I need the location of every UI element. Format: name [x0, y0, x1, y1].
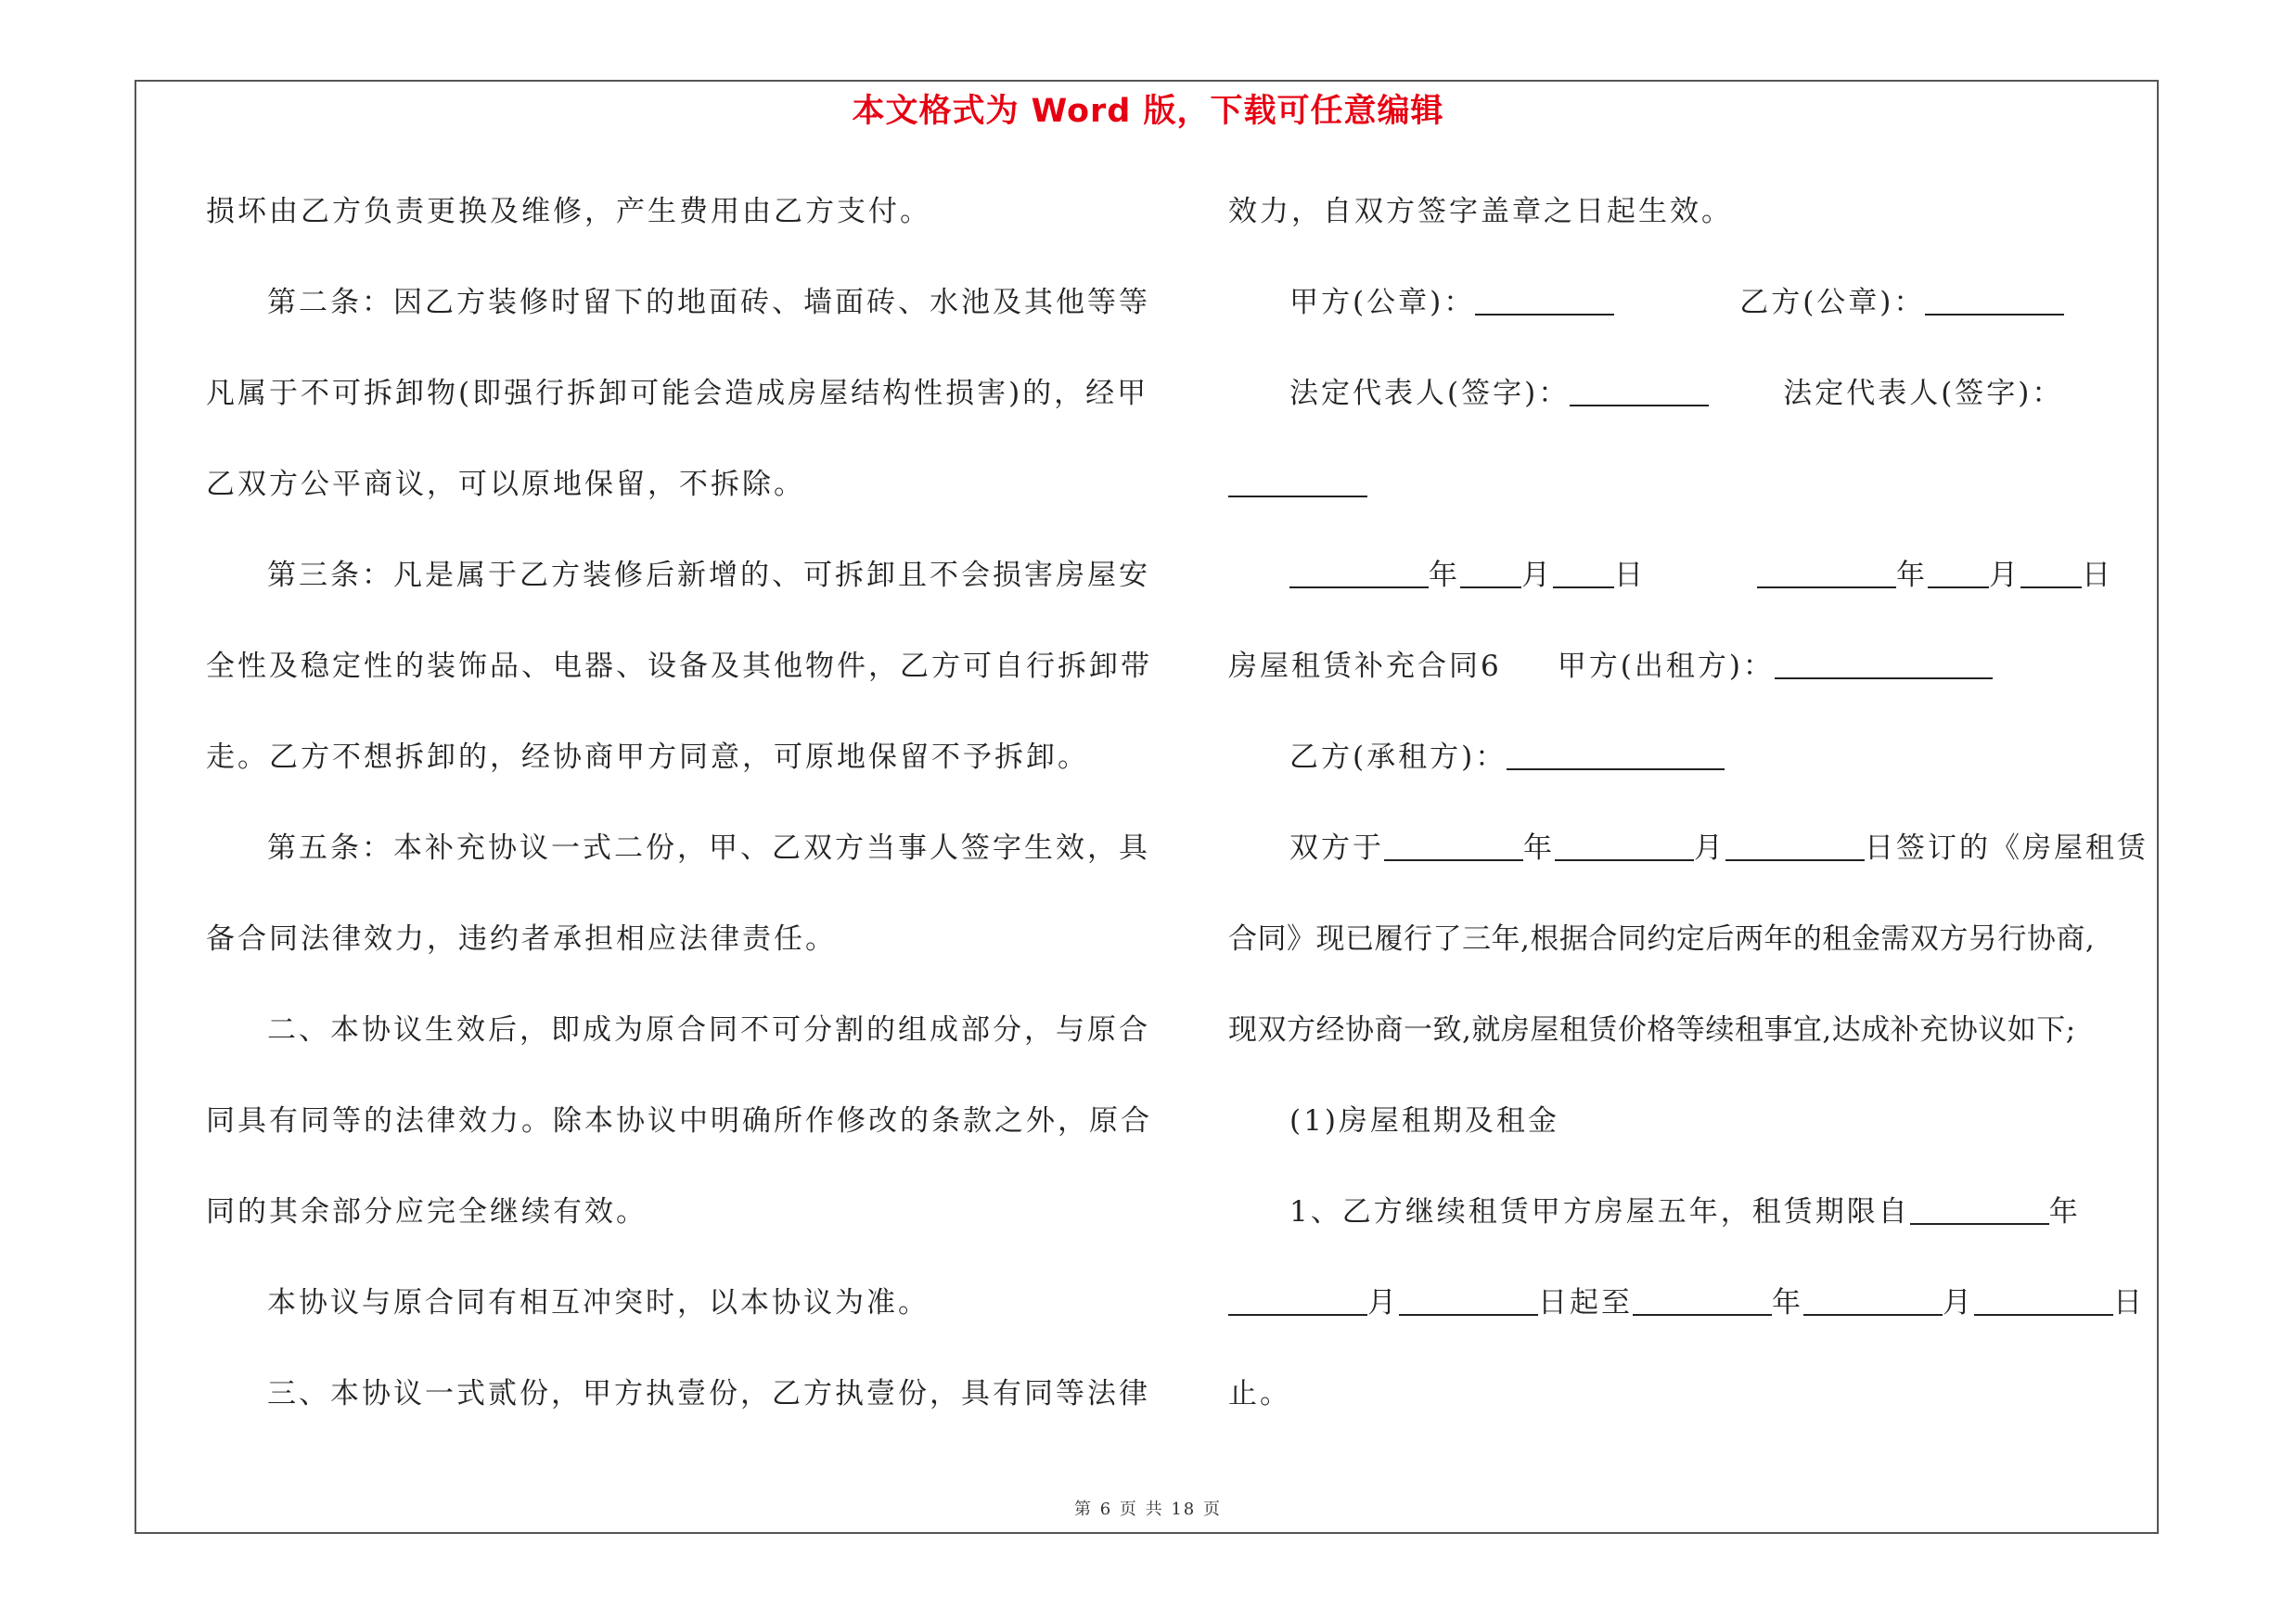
date-blank — [1928, 553, 1989, 588]
text-line: 凡属于不可拆卸物(即强行拆卸可能会造成房屋结构性损害)的，经甲 — [206, 377, 1149, 410]
representative-blank-line — [1228, 457, 2156, 547]
date-blank — [1910, 1190, 2049, 1225]
text-line: 第三条：凡是属于乙方装修后新增的、可拆卸且不会损害房屋安 — [267, 559, 1150, 592]
text-line: 二、本协议生效后，即成为原合同不可分割的组成部分，与原合 — [267, 1013, 1150, 1047]
party-a-seal-label: 甲方(公章)： — [1289, 286, 1476, 319]
year-label: 年 — [2048, 1195, 2081, 1229]
date-blank — [1974, 1281, 2113, 1316]
date-blank — [1725, 826, 1865, 861]
date-blank — [1289, 553, 1429, 588]
contract-title: 房屋租赁补充合同6 — [1228, 650, 1502, 683]
lease-period-line — [1228, 1184, 2156, 1275]
signature-blank — [1570, 371, 1709, 406]
text-fragment: 日签订的《房屋租赁 — [1865, 831, 2148, 865]
lessor-label: 甲方(出租方)： — [1557, 650, 1775, 683]
text-line: 三、本协议一式贰份，甲方执壹份，乙方执壹份，具有同等法律 — [267, 1377, 1150, 1410]
page-number: 第 6 页 共 18 页 — [1074, 1500, 1222, 1519]
date-blank — [1399, 1281, 1538, 1316]
text-line: 止。 — [1228, 1377, 1291, 1410]
month-label: 月 — [1694, 831, 1725, 865]
text-line: 备合同法律效力，违约者承担相应法律责任。 — [206, 922, 837, 956]
seal-line — [1228, 275, 2156, 366]
text-line: 本协议与原合同有相互冲突时，以本协议为准。 — [267, 1286, 930, 1320]
text-fragment: 双方于 — [1289, 831, 1384, 865]
date-blank — [1633, 1281, 1772, 1316]
text-line: 效力，自双方签字盖章之日起生效。 — [1228, 195, 1733, 228]
date-blank — [2020, 553, 2082, 588]
month-label: 月 — [1989, 559, 2020, 592]
day-label: 日 — [1614, 559, 1646, 592]
month-label: 月 — [1521, 559, 1553, 592]
year-label: 年 — [1772, 1286, 1803, 1320]
text-line: 乙双方公平商议，可以原地保留，不拆除。 — [206, 468, 805, 501]
text-fragment: 日起至 — [1538, 1286, 1633, 1320]
year-label: 年 — [1523, 831, 1555, 865]
left-column — [206, 184, 1152, 1457]
right-column — [1228, 184, 2156, 1457]
signature-blank — [1925, 280, 2064, 316]
year-label: 年 — [1896, 559, 1928, 592]
text-fragment: 1、乙方继续租赁甲方房屋五年，租赁期限自 — [1289, 1195, 1910, 1229]
text-line: 合同》现已履行了三年,根据合同约定后两年的租金需双方另行协商, — [1228, 922, 2096, 956]
contract-title-line — [1228, 638, 2156, 729]
signing-date-line — [1228, 820, 2156, 911]
day-label: 日 — [2113, 1286, 2145, 1320]
lessee-label: 乙方(承租方)： — [1289, 741, 1507, 774]
date-blank — [1803, 1281, 1943, 1316]
day-label: 日 — [2082, 559, 2113, 592]
month-label: 月 — [1367, 1286, 1399, 1320]
party-b-seal-label: 乙方(公章)： — [1739, 286, 1926, 319]
date-blank — [1555, 826, 1694, 861]
lessee-line — [1228, 729, 2156, 820]
year-label: 年 — [1429, 559, 1460, 592]
date-blank — [1228, 1281, 1367, 1316]
text-line: 现双方经协商一致,就房屋租赁价格等续租事宜,达成补充协议如下; — [1228, 1013, 2076, 1047]
representative-line — [1228, 366, 2156, 457]
party-a-representative-label: 法定代表人(签字)： — [1289, 377, 1571, 410]
party-b-representative-label: 法定代表人(签字)： — [1783, 377, 2064, 410]
lease-period-dates-line — [1228, 1275, 2156, 1366]
text-line: 走。乙方不想拆卸的，经协商甲方同意，可原地保留不予拆卸。 — [206, 741, 1089, 774]
date-blank — [1553, 553, 1614, 588]
date-blank — [1460, 553, 1521, 588]
date-blank — [1757, 553, 1896, 588]
signature-blank — [1775, 644, 1993, 679]
format-notice-banner: 本文格式为 Word 版，下载可任意编辑 — [852, 93, 1444, 130]
text-line: (1)房屋租期及租金 — [1289, 1104, 1559, 1138]
text-line: 第五条：本补充协议一式二份，甲、乙双方当事人签字生效，具 — [267, 831, 1150, 865]
text-line: 第二条：因乙方装修时留下的地面砖、墙面砖、水池及其他等等 — [267, 286, 1150, 319]
month-label: 月 — [1943, 1286, 1974, 1320]
signature-blank — [1507, 735, 1725, 770]
signature-blank — [1228, 462, 1367, 497]
text-line: 损坏由乙方负责更换及维修，产生费用由乙方支付。 — [206, 195, 931, 228]
signature-blank — [1475, 280, 1614, 316]
text-line: 全性及稳定性的装饰品、电器、设备及其他物件，乙方可自行拆卸带 — [206, 650, 1152, 683]
text-line: 同的其余部分应完全继续有效。 — [206, 1195, 648, 1229]
date-line — [1228, 547, 2156, 638]
text-line: 同具有同等的法律效力。除本协议中明确所作修改的条款之外，原合 — [206, 1104, 1152, 1138]
date-blank — [1384, 826, 1523, 861]
